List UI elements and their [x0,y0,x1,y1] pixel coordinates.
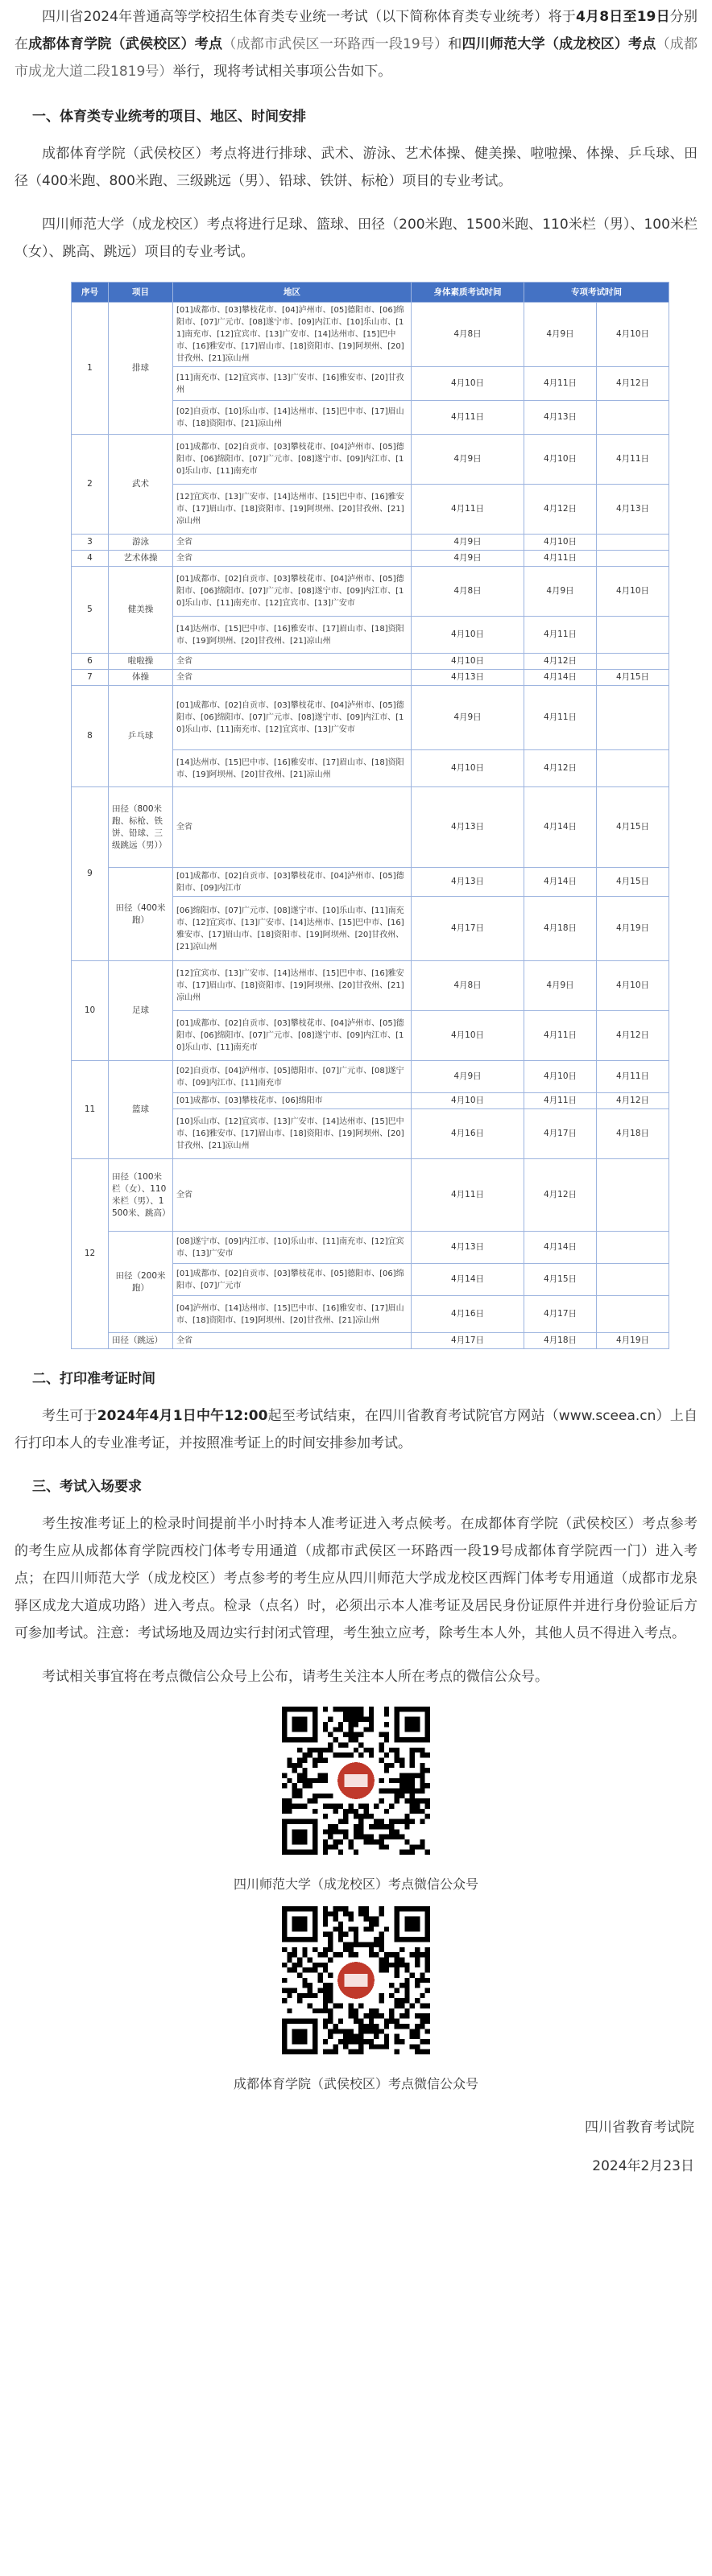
row-number: 6 [72,654,109,670]
physical-exam-date: 4月8日 [412,567,524,617]
region-list: [01]成都市、[02]自贡市、[03]攀枝花市、[04]泸州市、[05]德阳市、[06]绵阳市、[07]广元市、[08]遂宁市、[09]内江市、[10]乐山市、[11]南充市、[12]宜宾市、[13]广安市 [173,686,412,750]
qr-code-icon [282,1707,430,1855]
region-list: [04]泸州市、[14]达州市、[15]巴中市、[16]雅安市、[17]眉山市、[18]资阳市、[19]阿坝州、[20]甘孜州、[21]凉山州 [173,1296,412,1333]
sport-item: 田径（100米栏（女）、110米栏（男）、1500米、跳高） [109,1159,173,1232]
special-exam-date [597,551,669,567]
special-exam-date: 4月11日 [524,1093,597,1109]
special-exam-date: 4月19日 [597,897,669,961]
row-number: 9 [72,787,109,961]
special-exam-date: 4月15日 [597,670,669,686]
physical-exam-date: 4月10日 [412,750,524,787]
paragraph-text: ）上自行打印本人的专业准考证，并按照准考证上的时间安排参加考试。 [14,1408,698,1451]
paragraph: 考试相关事宜将在考点微信公众号上公布，请考生关注本人所在考点的微信公众号。 [42,1669,548,1685]
region-list: [02]自贡市、[10]乐山市、[14]达州市、[15]巴中市、[17]眉山市、[18]资阳市、[21]凉山州 [173,401,412,435]
intro-text: 和 [448,36,462,52]
region-list: [01]成都市、[02]自贡市、[03]攀枝花市、[04]泸州市、[05]德阳市、[06]绵阳市、[07]广元市、[08]遂宁市、[09]内江市、[10]乐山市、[11]南充市 [173,1011,412,1061]
physical-exam-date: 4月10日 [412,617,524,654]
physical-exam-date: 4月10日 [412,367,524,401]
region-list: [02]自贡市、[04]泸州市、[05]德阳市、[07]广元市、[08]遂宁市、[09]内江市、[11]南充市 [173,1061,412,1093]
row-number: 4 [72,551,109,567]
special-exam-date: 4月9日 [524,961,597,1011]
row-number: 3 [72,535,109,551]
intro-text: 四川省2024年普通高等学校招生体育类专业统一考试（以下简称体育类专业统考）将于 [42,9,576,25]
special-exam-date: 4月12日 [597,367,669,401]
column-header: 地区 [173,283,412,303]
physical-exam-date: 4月8日 [412,303,524,367]
venue-address: （成都市武侯区一环路西一段19号） [222,36,449,52]
paragraph-text: 考生可于 [42,1408,97,1424]
physical-exam-date: 4月9日 [412,435,524,485]
section-heading: 一、体育类专业统考的项目、地区、时间安排 [32,109,306,125]
row-number: 11 [72,1061,109,1159]
special-exam-date [597,750,669,787]
special-exam-date: 4月11日 [524,617,597,654]
signature-date: 2024年2月23日 [592,2158,694,2174]
region-list: [12]宜宾市、[13]广安市、[14]达州市、[15]巴中市、[16]雅安市、[17]眉山市、[18]资阳市、[19]阿坝州、[20]甘孜州、[21]凉山州 [173,485,412,535]
table-row [72,303,669,367]
table-row [72,654,669,670]
physical-exam-date: 4月9日 [412,535,524,551]
special-exam-date: 4月12日 [524,1159,597,1232]
table-row [72,551,669,567]
region-list: [14]达州市、[15]巴中市、[16]雅安市、[17]眉山市、[18]资阳市、[19]阿坝州、[20]甘孜州、[21]凉山州 [173,750,412,787]
region-list: [01]成都市、[02]自贡市、[03]攀枝花市、[04]泸州市、[05]德阳市、[06]绵阳市、[07]广元市、[08]遂宁市、[09]内江市、[10]乐山市、[11]南充市 [173,435,412,485]
paragraph: 四川师范大学（成龙校区）考点将进行足球、篮球、田径（200米跑、1500米跑、110米栏（男）、100米栏（女）、跳高、跳远）项目的专业考试。 [14,217,698,260]
sport-item: 游泳 [109,535,173,551]
physical-exam-date: 4月17日 [412,1333,524,1349]
physical-exam-date: 4月13日 [412,787,524,868]
special-exam-date: 4月11日 [524,1011,597,1061]
region-list: [12]宜宾市、[13]广安市、[14]达州市、[15]巴中市、[16]雅安市、[17]眉山市、[18]资阳市、[19]阿坝州、[20]甘孜州、[21]凉山州 [173,961,412,1011]
table-header-row [72,283,669,303]
physical-exam-date: 4月9日 [412,551,524,567]
row-number: 1 [72,303,109,435]
region-list: [01]成都市、[02]自贡市、[03]攀枝花市、[05]德阳市、[06]绵阳市、[07]广元市 [173,1264,412,1296]
special-exam-date: 4月14日 [524,670,597,686]
special-exam-date: 4月9日 [524,303,597,367]
qr-block-chengdu-sport [14,1906,698,2095]
table-row [72,670,669,686]
schedule-table [71,282,669,1349]
region-list: [01]成都市、[02]自贡市、[03]攀枝花市、[04]泸州市、[05]德阳市、[06]绵阳市、[07]广元市、[08]遂宁市、[09]内江市、[10]乐山市、[11]南充市、[12]宜宾市、[13]广安市 [173,567,412,617]
paragraph-text: 起至考试结束，在四川省教育考试院官方网站（ [267,1408,559,1424]
special-exam-date: 4月10日 [597,961,669,1011]
paragraph: 成都体育学院（武侯校区）考点将进行排球、武术、游泳、艺术体操、健美操、啦啦操、体操、乒乓球、田径（400米跑、800米跑、三级跳远（男）、铅球、铁饼、标枪）项目的专业考试。 [14,146,698,189]
region-list: [01]成都市、[03]攀枝花市、[06]绵阳市 [173,1093,412,1109]
special-exam-date [597,1159,669,1232]
paragraph [14,1402,698,1457]
sport-item: 艺术体操 [109,551,173,567]
sport-item: 田径（200米跑） [109,1232,173,1333]
special-exam-date: 4月15日 [597,787,669,868]
special-exam-date: 4月13日 [597,485,669,535]
region-list: 全省 [173,654,412,670]
row-number: 2 [72,435,109,535]
special-exam-date: 4月11日 [597,1061,669,1093]
special-exam-date: 4月15日 [524,1264,597,1296]
sport-item: 田径（跳远） [109,1333,173,1349]
special-exam-date: 4月14日 [524,868,597,897]
special-exam-date: 4月14日 [524,787,597,868]
sport-item: 排球 [109,303,173,435]
region-list: [06]绵阳市、[07]广元市、[08]遂宁市、[10]乐山市、[11]南充市、[12]宜宾市、[13]广安市、[14]达州市、[15]巴中市、[16]雅安市、[17]眉山市、[18]资阳市、[19]阿坝州、[20]甘孜州、[21]凉山州 [173,897,412,961]
paragraph: 考生按准考证上的检录时间提前半小时持本人准考证进入考点候考。在成都体育学院（武侯校区）考点参考的考生应从成都体育学院西校门体考专用通道（成都市武侯区一环路西一段19号成都体育学院西一门）进入考点；在四川师范大学（成龙校区）考点参考的考生应从四川师范大学成龙校区西辉门体考专用通道（成都市龙泉驿区成龙大道成功路）进入考点。检录（点名）时，必须出示本人准考证及居民身份证原件并进行身份验证后方可参加考试。注意：考试场地及周边实行封闭式管理，考生独立应考，除考生本人外，其他人员不得进入考点。 [14,1516,698,1641]
column-header: 专项考试时间 [524,283,669,303]
row-number: 10 [72,961,109,1061]
special-exam-date: 4月10日 [597,303,669,367]
sport-item: 乒乓球 [109,686,173,787]
qr-block-sichuan-normal [14,1707,698,1895]
special-exam-date: 4月9日 [524,567,597,617]
special-exam-date [597,401,669,435]
venue-address: （成都市成龙大道二段1819号） [14,36,698,80]
special-exam-date: 4月10日 [597,567,669,617]
special-exam-date: 4月12日 [597,1011,669,1061]
special-exam-date: 4月11日 [524,367,597,401]
special-exam-date [597,686,669,750]
sport-item: 足球 [109,961,173,1061]
special-exam-date: 4月10日 [524,535,597,551]
special-exam-date: 4月12日 [524,485,597,535]
qr-caption: 成都体育学院（武侯校区）考点微信公众号 [233,2076,478,2091]
physical-exam-date: 4月9日 [412,686,524,750]
region-list: [01]成都市、[03]攀枝花市、[04]泸州市、[05]德阳市、[06]绵阳市、[07]广元市、[08]遂宁市、[09]内江市、[10]乐山市、[11]南充市、[12]宜宾市、[13]广安市、[14]达州市、[15]巴中市、[16]雅安市、[17]眉山市、[18]资阳市、[19]阿坝州、[20]甘孜州、[21]凉山州 [173,303,412,367]
physical-exam-date: 4月10日 [412,1093,524,1109]
special-exam-date: 4月12日 [524,654,597,670]
column-header: 身体素质考试时间 [412,283,524,303]
special-exam-date: 4月14日 [524,1232,597,1264]
intro-text: 举行，现将考试相关事项公告如下。 [172,64,392,80]
physical-exam-date: 4月16日 [412,1296,524,1333]
region-list: 全省 [173,535,412,551]
special-exam-date: 4月12日 [524,750,597,787]
table-row [72,535,669,551]
physical-exam-date: 4月17日 [412,897,524,961]
column-header: 序号 [72,283,109,303]
physical-exam-date: 4月9日 [412,1061,524,1093]
region-list: [01]成都市、[02]自贡市、[03]攀枝花市、[04]泸州市、[05]德阳市、[09]内江市 [173,868,412,897]
sport-item: 田径（800米跑、标枪、铁饼、铅球、三级跳远（男）） [109,787,173,868]
special-exam-date: 4月11日 [524,551,597,567]
special-exam-date: 4月10日 [524,435,597,485]
region-list: 全省 [173,670,412,686]
special-exam-date: 4月17日 [524,1296,597,1333]
region-list: 全省 [173,787,412,868]
special-exam-date: 4月18日 [597,1109,669,1159]
column-header: 项目 [109,283,173,303]
special-exam-date: 4月11日 [597,435,669,485]
physical-exam-date: 4月11日 [412,485,524,535]
special-exam-date [597,1232,669,1264]
special-exam-date: 4月15日 [597,868,669,897]
qr-code-icon [282,1906,430,2054]
row-number: 8 [72,686,109,787]
sport-item: 啦啦操 [109,654,173,670]
region-list: 全省 [173,551,412,567]
sport-item: 健美操 [109,567,173,654]
physical-exam-date: 4月10日 [412,1011,524,1061]
region-list: 全省 [173,1159,412,1232]
table-row [72,435,669,485]
special-exam-date [597,654,669,670]
special-exam-date: 4月13日 [524,401,597,435]
region-list: [11]南充市、[12]宜宾市、[13]广安市、[16]雅安市、[20]甘孜州 [173,367,412,401]
special-exam-date [597,535,669,551]
physical-exam-date: 4月16日 [412,1109,524,1159]
physical-exam-date: 4月11日 [412,401,524,435]
sport-item: 体操 [109,670,173,686]
table-row [72,686,669,750]
physical-exam-date: 4月13日 [412,868,524,897]
special-exam-date [597,1296,669,1333]
intro-text: 分别在 [14,9,698,52]
physical-exam-date: 4月10日 [412,654,524,670]
signature-org: 四川省教育考试院 [585,2120,694,2136]
venue-chengdu-sport: 成都体育学院（武侯校区）考点 [28,36,223,52]
special-exam-date: 4月17日 [524,1109,597,1159]
print-start-time: 2024年4月1日中午12:00 [97,1408,268,1424]
row-number: 5 [72,567,109,654]
website-link[interactable]: www.sceea.cn [558,1408,656,1424]
physical-exam-date: 4月13日 [412,670,524,686]
special-exam-date: 4月18日 [524,1333,597,1349]
sport-item: 篮球 [109,1061,173,1159]
special-exam-date: 4月12日 [597,1093,669,1109]
exam-dates: 4月8日至19日 [576,9,670,25]
special-exam-date [597,617,669,654]
table-row [72,961,669,1011]
table-row [72,1333,669,1349]
section-heading: 二、打印准考证时间 [32,1371,155,1387]
region-list: [08]遂宁市、[09]内江市、[10]乐山市、[11]南充市、[12]宜宾市、[13]广安市 [173,1232,412,1264]
physical-exam-date: 4月13日 [412,1232,524,1264]
special-exam-date: 4月18日 [524,897,597,961]
region-list: [10]乐山市、[12]宜宾市、[13]广安市、[14]达州市、[15]巴中市、[16]雅安市、[17]眉山市、[18]资阳市、[19]阿坝州、[20]甘孜州、[21]凉山州 [173,1109,412,1159]
special-exam-date [597,1264,669,1296]
row-number: 12 [72,1159,109,1349]
announcement-page [14,0,698,2180]
schedule-table-wrapper [71,282,669,1349]
table-row [72,567,669,617]
table-row [72,868,669,897]
venue-sichuan-normal: 四川师范大学（成龙校区）考点 [462,36,656,52]
physical-exam-date: 4月14日 [412,1264,524,1296]
sport-item: 武术 [109,435,173,535]
region-list: [14]达州市、[15]巴中市、[16]雅安市、[17]眉山市、[18]资阳市、[19]阿坝州、[20]甘孜州、[21]凉山州 [173,617,412,654]
table-row [72,1232,669,1264]
physical-exam-date: 4月11日 [412,1159,524,1232]
special-exam-date: 4月11日 [524,686,597,750]
special-exam-date: 4月19日 [597,1333,669,1349]
sport-item: 田径（400米跑） [109,868,173,961]
physical-exam-date: 4月8日 [412,961,524,1011]
row-number: 7 [72,670,109,686]
section-heading: 三、考试入场要求 [32,1479,142,1495]
table-row [72,1159,669,1232]
table-row [72,1061,669,1093]
special-exam-date: 4月10日 [524,1061,597,1093]
qr-caption: 四川师范大学（成龙校区）考点微信公众号 [233,1876,478,1892]
table-row [72,787,669,868]
intro-paragraph [14,3,698,85]
region-list: 全省 [173,1333,412,1349]
